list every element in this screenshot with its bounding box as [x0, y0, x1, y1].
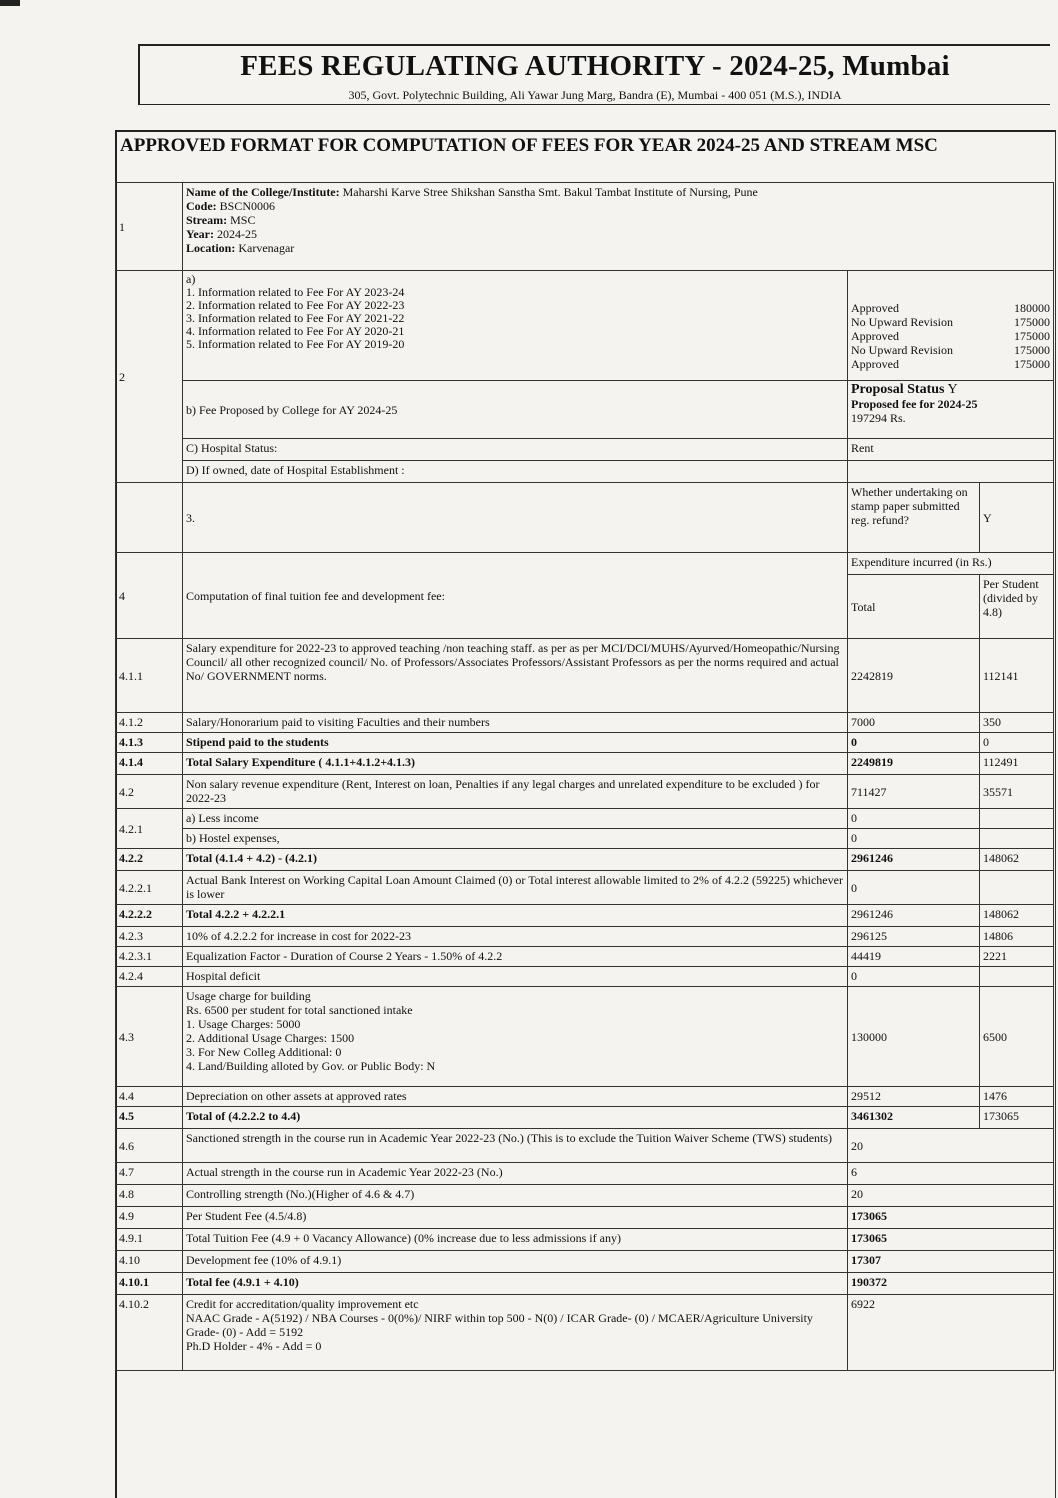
- row-number: 1: [116, 183, 183, 271]
- expenditure-header: Expenditure incurred (in Rs.): [848, 553, 1054, 575]
- format-title: APPROVED FORMAT FOR COMPUTATION OF FEES FOR YEAR 2024-25 AND STREAM MSC: [120, 135, 938, 156]
- fee-history-labels: a) 1. Information related to Fee For AY 2023-24 2. Information related to Fee For AY 2022-23 3. Information related to Fee For AY 2021-22 4. Information related to Fee For AY 2020-21 5. Information related to Fee For AY 2019-20: [183, 271, 848, 381]
- table-row: 4.2.2.1 Actual Bank Interest on Working Capital Loan Amount Claimed (0) or Total interest allowable limited to 2% of 4.2.2 (59225) whichever is lower 0: [116, 871, 1054, 905]
- table-row: 4.8 Controlling strength (No.)(Higher of 4.6 & 4.7) 20: [116, 1185, 1054, 1207]
- table-row: 4.2.3.1 Equalization Factor - Duration of Course 2 Years - 1.50% of 4.2.2 44419 2221: [116, 947, 1054, 967]
- table-row: 4.2 Non salary revenue expenditure (Rent, Interest on loan, Penalties if any legal charges and unrelated expenditure to be excluded ) for 2022-23 711427 35571: [116, 775, 1054, 809]
- table-row: 4.1.4 Total Salary Expenditure ( 4.1.1+4.1.2+4.1.3) 2249819 112491: [116, 753, 1054, 775]
- proposed-fee-label: b) Fee Proposed by College for AY 2024-25: [183, 381, 848, 439]
- table-row: b) Hostel expenses, 0: [116, 829, 1054, 849]
- college-year: 2024-25: [216, 227, 257, 241]
- table-row: 4.2.1 a) Less income 0: [116, 809, 1054, 829]
- total-header: Total: [848, 575, 980, 639]
- authority-address: 305, Govt. Polytechnic Building, Ali Yawar Jung Marg, Bandra (E), Mumbai - 400 051 (M.S.), INDIA: [348, 88, 842, 102]
- hospital-status-label: C) Hospital Status:: [183, 439, 848, 461]
- college-name: Maharshi Karve Stree Shikshan Sanstha Smt. Bakul Tambat Institute of Nursing, Pune: [342, 185, 758, 199]
- per-student-header: Per Student (divided by 4.8): [980, 575, 1054, 639]
- fee-history-values: Approved 180000 No Upward Revision 175000 Approved 175000 No Upward Revision 175000 Approved 175000: [848, 271, 1054, 381]
- college-stream: MSC: [230, 213, 256, 227]
- table-row: 4.4 Depreciation on other assets at approved rates 29512 1476: [116, 1087, 1054, 1107]
- table-row: 4.1.3 Stipend paid to the students 0 0: [116, 733, 1054, 753]
- table-row: 4.2.4 Hospital deficit 0: [116, 967, 1054, 987]
- hospital-date-value: [848, 461, 1054, 483]
- row-number: 4: [116, 553, 183, 639]
- authority-title: FEES REGULATING AUTHORITY - 2024-25, Mumbai: [240, 50, 950, 82]
- hospital-date-row: [116, 461, 1054, 483]
- row-number: 2: [116, 271, 183, 483]
- fees-table: [115, 182, 1054, 1371]
- college-code: BSCN0006: [219, 199, 276, 213]
- computation-header-row: [116, 553, 1054, 575]
- table-row: 4.1.1 Salary expenditure for 2022-23 to approved teaching /non teaching staff. as per as per MCI/DCI/MUHS/Ayurved/Homeopathic/Nursing Council/ all other recognized council/ No. of Professors/Associates Professors/Assistant Professors as per the norms required and actual No/ GOVERNMENT norms. 2242819 112141: [116, 639, 1054, 713]
- computation-label: Computation of final tuition fee and development fee:: [183, 553, 848, 639]
- table-row: 4.9.1 Total Tuition Fee (4.9 + 0 Vacancy Allowance) (0% increase due to less admissions if any) 173065: [116, 1229, 1054, 1251]
- proposed-fee-row: [116, 381, 1054, 439]
- table-row: 4.5 Total of (4.2.2.2 to 4.4) 3461302 173065: [116, 1107, 1054, 1129]
- undertaking-number: 3.: [183, 483, 848, 553]
- proposed-fee-value: 197294 Rs.: [851, 411, 906, 425]
- table-row: 4.7 Actual strength in the course run in Academic Year 2022-23 (No.) 6: [116, 1163, 1054, 1185]
- college-location: Karvenagar: [238, 241, 295, 255]
- table-row: 4.1.2 Salary/Honorarium paid to visiting Faculties and their numbers 7000 350: [116, 713, 1054, 733]
- fee-history-row: [116, 271, 1054, 381]
- table-row: 4.2.3 10% of 4.2.2.2 for increase in cost for 2022-23 296125 14806: [116, 927, 1054, 947]
- table-row: 4.10.2 Credit for accreditation/quality improvement etc NAAC Grade - A(5192) / NBA Courses - 0(0%)/ NIRF within top 500 - N(0) / ICAR Grade- (0) / MCAER/Agriculture University Grade- (0) - Add = 5192 Ph.D Holder - 4% - Add = 0 6922: [116, 1295, 1054, 1371]
- table-row: 4.2.2 Total (4.1.4 + 4.2) - (4.2.1) 2961246 148062: [116, 849, 1054, 871]
- college-info: Name of the College/Institute: Maharshi Karve Stree Shikshan Sanstha Smt. Bakul Tambat Institute of Nursing, Pune Code: BSCN0006 Stream: MSC Year: 2024-25 Location: Karvenagar: [183, 183, 1054, 271]
- undertaking-answer: Y: [980, 483, 1054, 553]
- proposal-status: Proposal Status Y Proposed fee for 2024-25 197294 Rs.: [848, 381, 1054, 439]
- hospital-status-row: [116, 439, 1054, 461]
- table-row: 4.9 Per Student Fee (4.5/4.8) 173065: [116, 1207, 1054, 1229]
- scan-corner-mark: [0, 0, 20, 6]
- undertaking-question: Whether undertaking on stamp paper submitted reg. refund?: [848, 483, 980, 553]
- undertaking-row: [116, 483, 1054, 553]
- table-row: 4.10 Development fee (10% of 4.9.1) 17307: [116, 1251, 1054, 1273]
- table-row: 4.6 Sanctioned strength in the course run in Academic Year 2022-23 (No.) (This is to exclude the Tuition Waiver Scheme (TWS) students) 20: [116, 1129, 1054, 1163]
- table-row: 4.10.1 Total fee (4.9.1 + 4.10) 190372: [116, 1273, 1054, 1295]
- table-row: 4.2.2.2 Total 4.2.2 + 4.2.2.1 2961246 148062: [116, 905, 1054, 927]
- hospital-status-value: Rent: [848, 439, 1054, 461]
- hospital-date-label: D) If owned, date of Hospital Establishment :: [183, 461, 848, 483]
- table-row: 4.3 Usage charge for building Rs. 6500 per student for total sanctioned intake 1. Usage Charges: 5000 2. Additional Usage Charges: 1500 3. For New Colleg Additional: 0 4. Land/Building alloted by Gov. or Public Body: N 130000 6500: [116, 987, 1054, 1087]
- college-info-row: [116, 183, 1054, 271]
